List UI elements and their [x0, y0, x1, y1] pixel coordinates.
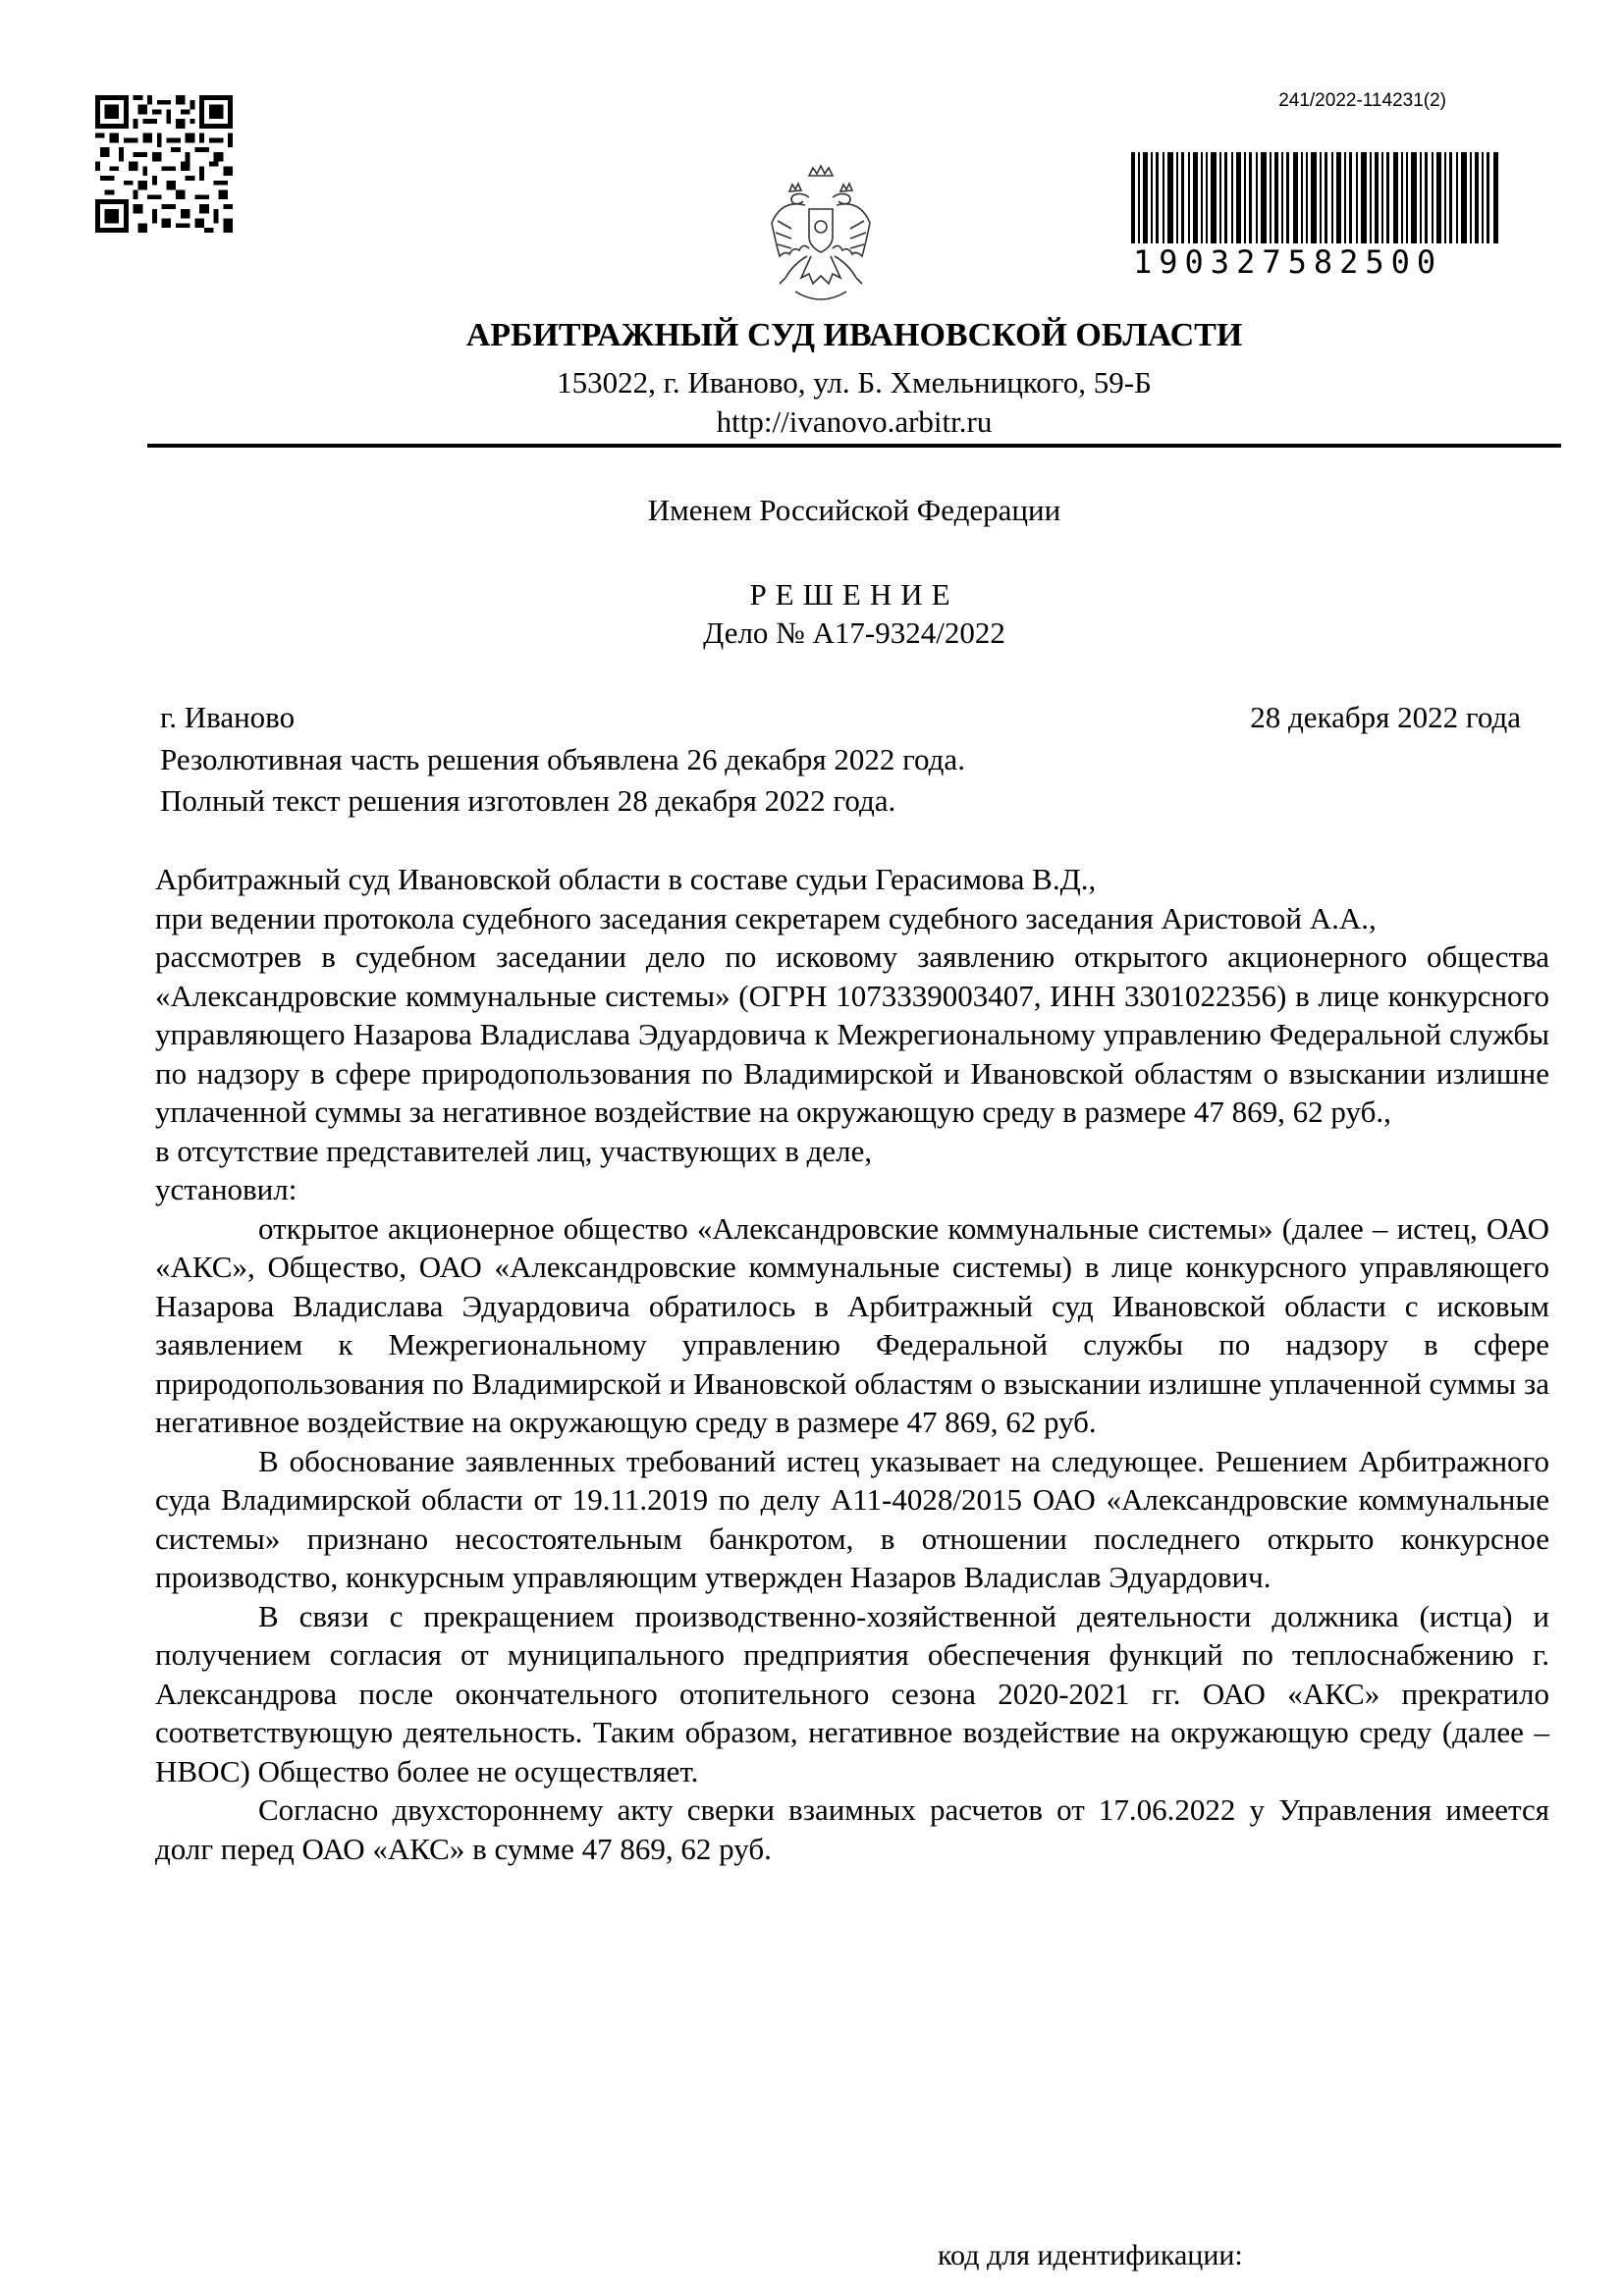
termination-paragraph: В связи с прекращением производственно-хозяйственной деятельности должника (истца) и получением согласия от муниципального предприятия обеспечения функций по теплоснабжению г. Александрова после окончательного отопительного сезона 2020-2021 гг. ОАО «АКС» прекратило соответствующую деятельность. Таким образом, негативное воздействие на окружающую среду (далее – НВОС) Общество более не осуществляет.	[155, 1598, 1549, 1789]
decision-date: 28 декабря 2022 года	[1250, 700, 1521, 734]
resolution-announced-line: Резолютивная часть решения объявлена 26 декабря 2022 года.	[160, 742, 965, 776]
reconciliation-paragraph: Согласно двухстороннему акту сверки взаимных расчетов от 17.06.2022 у Управления имеется долг перед ОАО «АКС» в сумме 47 869, 62 руб.	[155, 1792, 1549, 1866]
coat-of-arms-emblem	[766, 162, 876, 309]
in-the-name-heading: Именем Российской Федерации	[647, 493, 1061, 527]
decision-body	[155, 860, 1549, 1868]
document-type-title: РЕШЕНИЕ	[749, 577, 959, 612]
case-number: Дело № А17-9324/2022	[703, 615, 1005, 650]
court-address: 153022, г. Иваново, ул. Б. Хмельницкого, 59-Б	[557, 365, 1152, 400]
absence-paragraph: в отсутствие представителей лиц, участвующих в деле,	[155, 1133, 873, 1168]
established-heading: установил:	[155, 1172, 298, 1206]
claim-paragraph: открытое акционерное общество «Александровские коммунальные системы» (далее – истец, ОАО «АКС», Общество, ОАО «Александровские коммунальные системы) в лице конкурсного управляющего Назарова Владислава Эдуардовича обратилось в Арбитражный суд Ивановской области с исковым заявлением к Межрегиональному управлению Федеральной службы по надзору в сфере природопользования по Владимирской и Ивановской областям о взыскании излишне уплаченной суммы за негативное воздействие на окружающую среду в размере 47 869, 62 руб.	[155, 1210, 1549, 1439]
court-composition-paragraph: Арбитражный суд Ивановской области в составе судьи Герасимова В.Д.,	[155, 862, 1097, 896]
qr-code	[95, 95, 233, 233]
city: г. Иваново	[160, 700, 296, 734]
registration-number: 241/2022-114231(2)	[1278, 90, 1446, 111]
court-url[interactable]: http://ivanovo.arbitr.ru	[716, 404, 993, 439]
header-divider	[147, 444, 1561, 448]
secretary-paragraph: при ведении протокола судебного заседания секретарем судебного заседания Аристовой А.А.,	[155, 900, 1377, 935]
grounds-paragraph: В обоснование заявленных требований истец указывает на следующее. Решением Арбитражного суда Владимирской области от 19.11.2019 по делу А11-4028/2015 ОАО «Александровские коммунальные системы» признано несостоятельным банкротом, в отношении последнего открыто конкурсное производство, конкурсным управляющим утвержден Назаров Владислав Эдуардович.	[155, 1443, 1549, 1594]
identification-code-label: код для идентификации:	[938, 2239, 1243, 2271]
full-text-made-line: Полный текст решения изготовлен 28 декабря 2022 года.	[160, 783, 896, 818]
court-name: АРБИТРАЖНЫЙ СУД ИВАНОВСКОЙ ОБЛАСТИ	[465, 317, 1243, 353]
case-subject-paragraph: рассмотрев в судебном заседании дело по исковому заявлению открытого акционерного общества «Александровские коммунальные системы» (ОГРН 1073339003407, ИНН 3301022356) в лице конкурсного управляющего Назарова Владислава Эдуардовича к Межрегиональному управлению Федеральной службы по надзору в сфере природопользования по Владимирской и Ивановской областям о взыскании излишне уплаченной суммы за негативное воздействие на окружающую среду в размере 47 869, 62 руб.,	[155, 939, 1549, 1129]
barcode-number: 190327582500	[1127, 243, 1506, 281]
